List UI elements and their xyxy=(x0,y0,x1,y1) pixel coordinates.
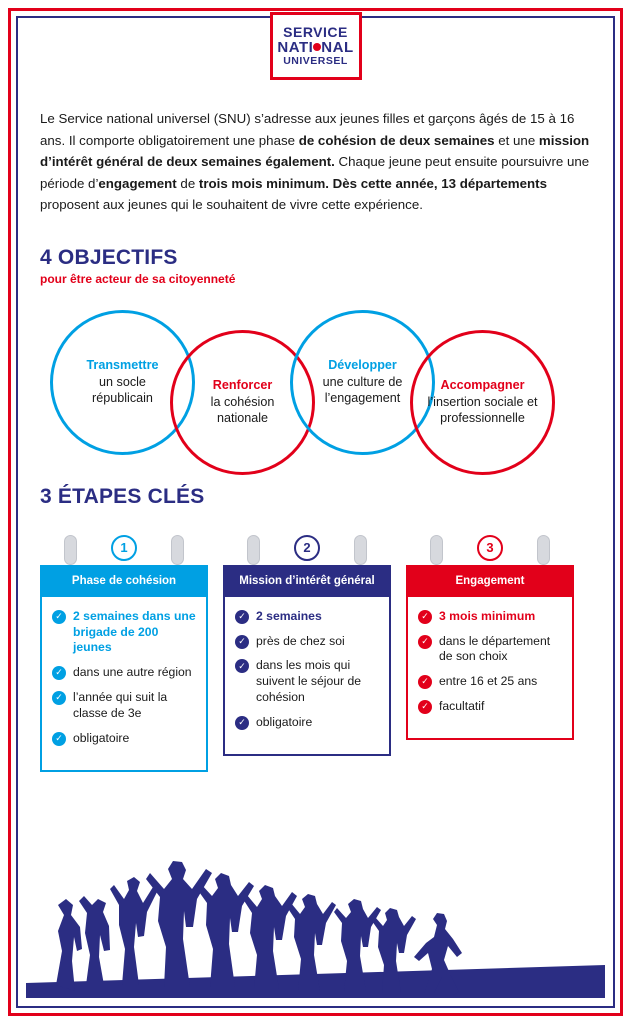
list-item xyxy=(235,658,379,706)
step-card-1 xyxy=(40,535,208,772)
ring-icon xyxy=(64,535,77,565)
check-icon: ✓ xyxy=(52,732,66,746)
ring-icon xyxy=(171,535,184,565)
check-icon: ✓ xyxy=(235,635,249,649)
list-item xyxy=(52,609,196,657)
list-item-label: facultatif xyxy=(439,699,485,714)
ring-icon xyxy=(430,535,443,565)
ring-icon xyxy=(354,535,367,565)
ring-icon xyxy=(247,535,260,565)
step-number-badge-3: 3 xyxy=(477,535,503,561)
list-item xyxy=(418,609,562,625)
list-item xyxy=(418,634,562,666)
list-item-label: 2 semaines dans une brigade de 200 jeunes xyxy=(73,608,196,655)
objectives-subtitle: pour être acteur de sa citoyenneté xyxy=(40,271,236,286)
step-number-badge-2: 2 xyxy=(294,535,320,561)
list-item-label: obligatoire xyxy=(73,730,130,745)
poster-content xyxy=(40,108,591,772)
step-body-2 xyxy=(223,597,391,756)
objective-body-2: la cohésion nationale xyxy=(210,394,275,426)
objective-head-3: Développer xyxy=(328,358,397,373)
list-item-label: 2 semaines xyxy=(256,608,322,623)
check-icon: ✓ xyxy=(52,666,66,680)
intro-text-4: de xyxy=(176,175,199,191)
check-icon: ✓ xyxy=(52,691,66,705)
logo-line-2-a: NATI xyxy=(277,38,314,56)
objectives-section xyxy=(40,246,591,479)
objective-head-1: Transmettre xyxy=(86,358,159,373)
objective-body-3: une culture de l’engagement xyxy=(322,374,403,406)
logo-line-1: SERVICE xyxy=(283,24,348,41)
intro-paragraph xyxy=(40,108,591,216)
objective-head-2: Renforcer xyxy=(212,378,273,393)
check-icon: ✓ xyxy=(235,716,249,730)
intro-text-1: Le Service national universel (SNU) s’adresse aux jeunes filles et garçons âgés de 15 à 16 ans. Il comporte obligatoirement une phase xyxy=(40,111,575,148)
intro-bold-2: mission d’intérêt général de deux semaines également. xyxy=(40,132,590,170)
step-body-1 xyxy=(40,597,208,772)
step-header-1: Phase de cohésion xyxy=(40,565,208,597)
list-item-label: obligatoire xyxy=(256,714,313,729)
list-item xyxy=(52,731,196,747)
list-item xyxy=(52,690,196,722)
step-card-2 xyxy=(223,535,391,772)
list-item-label: dans le département de son choix xyxy=(439,633,551,664)
list-item xyxy=(235,715,379,731)
list-item-label: entre 16 et 25 ans xyxy=(439,674,538,689)
objective-circle-4 xyxy=(410,330,555,475)
step-header-3: Engagement xyxy=(406,565,574,597)
objective-body-1: un socle républicain xyxy=(92,374,153,406)
step-number-badge-1: 1 xyxy=(111,535,137,561)
steps-title: 3 ÉTAPES CLÉS xyxy=(40,484,205,508)
list-item-label: près de chez soi xyxy=(256,633,345,648)
intro-text-3: Chaque jeune peut ensuite poursuivre une période d’ xyxy=(40,154,590,191)
list-item xyxy=(52,665,196,681)
ring-icon xyxy=(537,535,550,565)
step-header-2: Mission d’intérêt général xyxy=(223,565,391,597)
red-dot-icon xyxy=(313,43,321,51)
list-item xyxy=(235,634,379,650)
intro-bold-4: trois mois minimum. Dès cette année, 13 départements xyxy=(198,175,547,191)
objective-body-4: l’insertion sociale et professionnelle xyxy=(427,394,538,426)
objectives-title: 4 OBJECTIFS xyxy=(40,245,178,269)
check-icon: ✓ xyxy=(52,610,66,624)
check-icon: ✓ xyxy=(418,675,432,689)
steps-section xyxy=(40,485,591,772)
objective-text-4 xyxy=(413,377,552,427)
list-item-label: l’année qui suit la classe de 3e xyxy=(73,690,168,720)
list-item xyxy=(418,674,562,690)
objectives-circles xyxy=(40,304,591,479)
list-item xyxy=(235,609,379,625)
step-card-3 xyxy=(406,535,574,772)
steps-cards xyxy=(40,535,591,772)
list-item xyxy=(418,699,562,715)
list-item-label: 3 mois minimum xyxy=(439,608,536,623)
intro-bold-1: de cohésion de deux semaines xyxy=(298,132,495,148)
check-icon: ✓ xyxy=(418,700,432,714)
step-body-3 xyxy=(406,597,574,740)
logo-line-2 xyxy=(277,40,353,56)
snu-logo xyxy=(270,12,362,80)
jumping-youth-silhouette xyxy=(26,813,605,998)
objective-head-4: Accompagner xyxy=(440,378,525,393)
check-icon: ✓ xyxy=(418,610,432,624)
list-item-label: dans une autre région xyxy=(73,665,192,680)
intro-bold-3: engagement xyxy=(98,175,177,191)
logo-line-3: UNIVERSEL xyxy=(283,54,348,67)
check-icon: ✓ xyxy=(235,659,249,673)
list-item-label: dans les mois qui suivent le séjour de cohésion xyxy=(256,658,362,705)
intro-text-5: proposent aux jeunes qui le souhaitent de vivre cette expérience. xyxy=(40,197,423,213)
intro-text-2: et une xyxy=(494,132,539,148)
logo-line-2-b: NAL xyxy=(321,38,354,56)
check-icon: ✓ xyxy=(418,635,432,649)
check-icon: ✓ xyxy=(235,610,249,624)
